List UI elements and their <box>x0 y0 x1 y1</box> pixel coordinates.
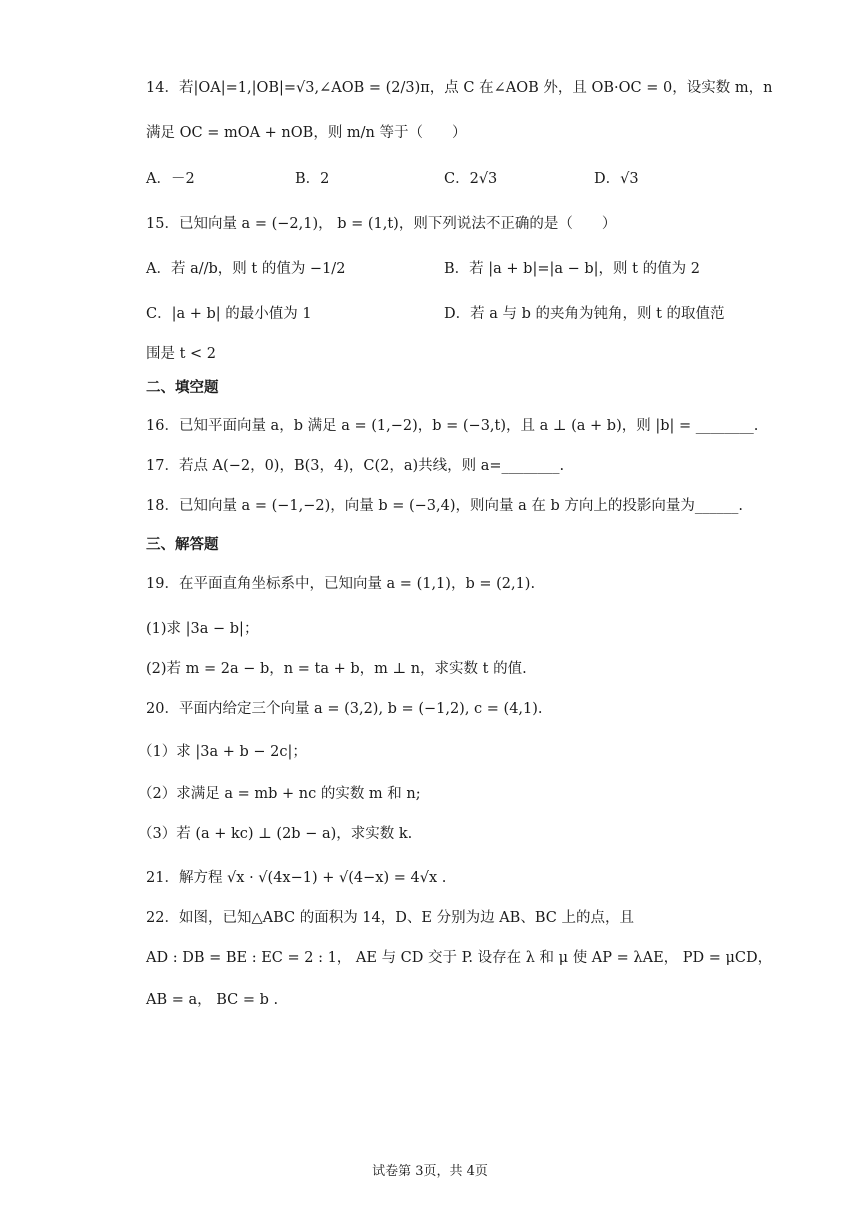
q14-option-a: A．－2 <box>146 171 195 187</box>
q15-stem: 15．已知向量 a = (−2,1)， b = (1,t)，则下列说法不正确的是（ ） <box>146 216 617 232</box>
q14-option-b: B．2 <box>295 171 330 187</box>
q20-part3: （3）若 (a + kc) ⊥ (2b − a)，求实数 k. <box>138 826 413 842</box>
page-footer: 试卷第 3页，共 4页 <box>372 1164 488 1179</box>
q15-option-a: A．若 a//b，则 t 的值为 −1/2 <box>146 261 346 277</box>
q19-part1: (1)求 |3a − b|； <box>146 621 259 637</box>
section-heading-solutions: 三、解答题 <box>146 536 219 553</box>
q17: 17．若点 A(−2，0)，B(3，4)，C(2，a)共线，则 a=________. <box>146 458 565 474</box>
q14-option-c: C．2√3 <box>444 171 498 187</box>
q15-option-c: C．|a + b| 的最小值为 1 <box>146 306 312 322</box>
section-heading-fill-in: 二、填空题 <box>146 379 219 396</box>
q14-line1: 14．若|OA|=1,|OB|=√3,∠AOB = (2/3)π，点 C 在∠AOB 外，且 OB·OC = 0，设实数 m，n <box>146 80 773 96</box>
q16: 16．已知平面向量 a，b 满足 a = (1,−2)，b = (−3,t)，且 a ⊥ (a + b)，则 |b| = ________. <box>146 418 759 434</box>
q22-line2: AD : DB = BE : EC = 2 : 1， AE 与 CD 交于 P. 设存在 λ 和 μ 使 AP = λAE， PD = μCD， <box>146 950 773 966</box>
q22-line3: AB = a， BC = b . <box>146 992 279 1008</box>
q22-line1: 22．如图，已知△ABC 的面积为 14，D、E 分别为边 AB、BC 上的点，且 <box>146 910 634 926</box>
q20-part1: （1）求 |3a + b − 2c|； <box>138 744 307 760</box>
q15-option-d-continued: 围是 t < 2 <box>146 346 217 362</box>
q20-stem: 20．平面内给定三个向量 a = (3,2), b = (−1,2), c = (4,1). <box>146 701 543 717</box>
q14-line2: 满足 OC = mOA + nOB，则 m/n 等于（ ） <box>146 125 467 141</box>
q18: 18．已知向量 a = (−1,−2)，向量 b = (−3,4)，则向量 a 在 b 方向上的投影向量为______. <box>146 498 743 514</box>
q15-option-d: D．若 a 与 b 的夹角为钝角，则 t 的取值范 <box>444 306 725 322</box>
q15-option-b: B．若 |a + b|=|a − b|，则 t 的值为 2 <box>444 261 700 277</box>
q20-part2: （2）求满足 a = mb + nc 的实数 m 和 n; <box>138 786 421 802</box>
q19-stem: 19．在平面直角坐标系中，已知向量 a = (1,1)，b = (2,1). <box>146 576 536 592</box>
q21: 21．解方程 √x · √(4x−1) + √(4−x) = 4√x . <box>146 870 447 886</box>
q19-part2: (2)若 m = 2a − b，n = ta + b，m ⊥ n，求实数 t 的值. <box>146 661 527 677</box>
q14-option-d: D．√3 <box>594 171 639 187</box>
